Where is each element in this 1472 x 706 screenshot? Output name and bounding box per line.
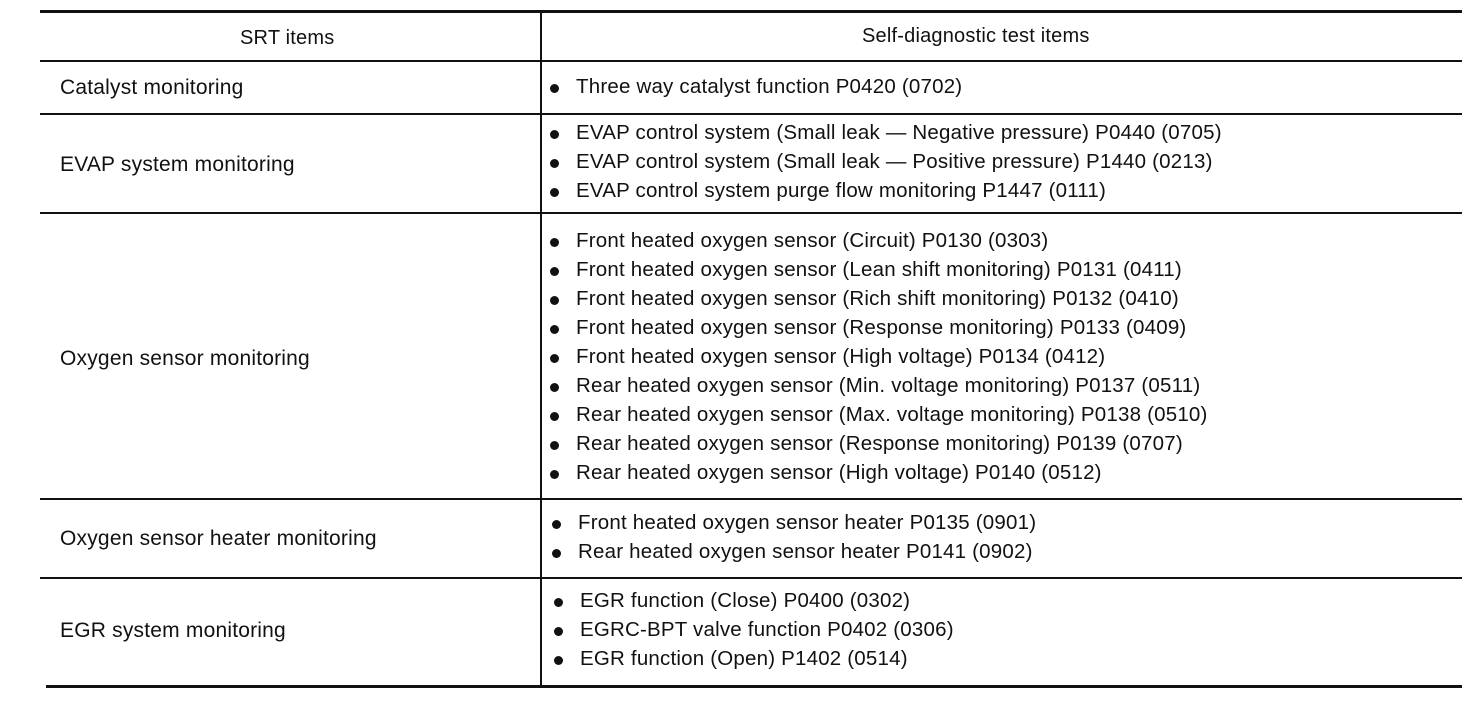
diagnostic-item-list: [548, 226, 1208, 487]
bullet-icon: [550, 441, 559, 450]
bullet-icon: [550, 188, 559, 197]
diagnostic-item-list: [548, 118, 1222, 205]
diagnostic-item: Three way catalyst function P0420 (0702): [548, 72, 962, 101]
bullet-icon: [550, 383, 559, 392]
diagnostic-item: Rear heated oxygen sensor (Min. voltage monitoring) P0137 (0511): [548, 371, 1208, 400]
row-divider: [40, 113, 1462, 115]
diagnostic-item: EVAP control system purge flow monitoring P1447 (0111): [548, 176, 1222, 205]
row-divider: [40, 577, 1462, 579]
diagnostic-item-list: [548, 72, 962, 101]
header-srt-items: SRT items: [240, 27, 335, 49]
diagnostic-item: EVAP control system (Small leak — Positive pressure) P1440 (0213): [548, 147, 1222, 176]
diagnostic-item: Rear heated oxygen sensor (Response monitoring) P0139 (0707): [548, 429, 1208, 458]
table-bottom-rule: [46, 685, 1462, 688]
srt-item-label: EGR system monitoring: [60, 619, 286, 642]
diagnostic-item-list: [552, 586, 954, 673]
column-divider: [540, 10, 542, 688]
srt-item-label: Oxygen sensor heater monitoring: [60, 527, 377, 550]
srt-item-label: Oxygen sensor monitoring: [60, 347, 310, 370]
bullet-icon: [552, 549, 561, 558]
header-self-diagnostic-items: Self-diagnostic test items: [862, 25, 1090, 47]
diagnostic-item: Rear heated oxygen sensor (Max. voltage monitoring) P0138 (0510): [548, 400, 1208, 429]
bullet-icon: [552, 520, 561, 529]
bullet-icon: [550, 470, 559, 479]
header-bottom-rule: [40, 60, 1462, 62]
diagnostic-item: Rear heated oxygen sensor (High voltage) P0140 (0512): [548, 458, 1208, 487]
diagnostic-item: Front heated oxygen sensor (High voltage) P0134 (0412): [548, 342, 1208, 371]
diagnostic-item: EVAP control system (Small leak — Negative pressure) P0440 (0705): [548, 118, 1222, 147]
diagnostic-item: Front heated oxygen sensor heater P0135 (0901): [550, 508, 1036, 537]
srt-item-label: EVAP system monitoring: [60, 153, 295, 176]
bullet-icon: [550, 412, 559, 421]
row-divider: [40, 498, 1462, 500]
diagnostic-item: Rear heated oxygen sensor heater P0141 (0902): [550, 537, 1036, 566]
diagnostic-item-list: [550, 508, 1036, 566]
bullet-icon: [550, 159, 559, 168]
diagnostic-item: Front heated oxygen sensor (Rich shift monitoring) P0132 (0410): [548, 284, 1208, 313]
diagnostic-item: EGR function (Open) P1402 (0514): [552, 644, 954, 673]
bullet-icon: [550, 325, 559, 334]
bullet-icon: [550, 130, 559, 139]
diagnostic-item: Front heated oxygen sensor (Lean shift monitoring) P0131 (0411): [548, 255, 1208, 284]
bullet-icon: [550, 267, 559, 276]
diagnostic-item: Front heated oxygen sensor (Response monitoring) P0133 (0409): [548, 313, 1208, 342]
diagnostic-item: Front heated oxygen sensor (Circuit) P0130 (0303): [548, 226, 1208, 255]
bullet-icon: [554, 598, 563, 607]
diagnostic-item: EGR function (Close) P0400 (0302): [552, 586, 954, 615]
row-divider: [40, 212, 1462, 214]
bullet-icon: [550, 238, 559, 247]
srt-table: [40, 10, 1462, 690]
bullet-icon: [554, 656, 563, 665]
bullet-icon: [550, 84, 559, 93]
bullet-icon: [550, 296, 559, 305]
srt-item-label: Catalyst monitoring: [60, 76, 244, 99]
bullet-icon: [554, 627, 563, 636]
bullet-icon: [550, 354, 559, 363]
diagnostic-item: EGRC-BPT valve function P0402 (0306): [552, 615, 954, 644]
table-top-rule: [40, 10, 1462, 13]
